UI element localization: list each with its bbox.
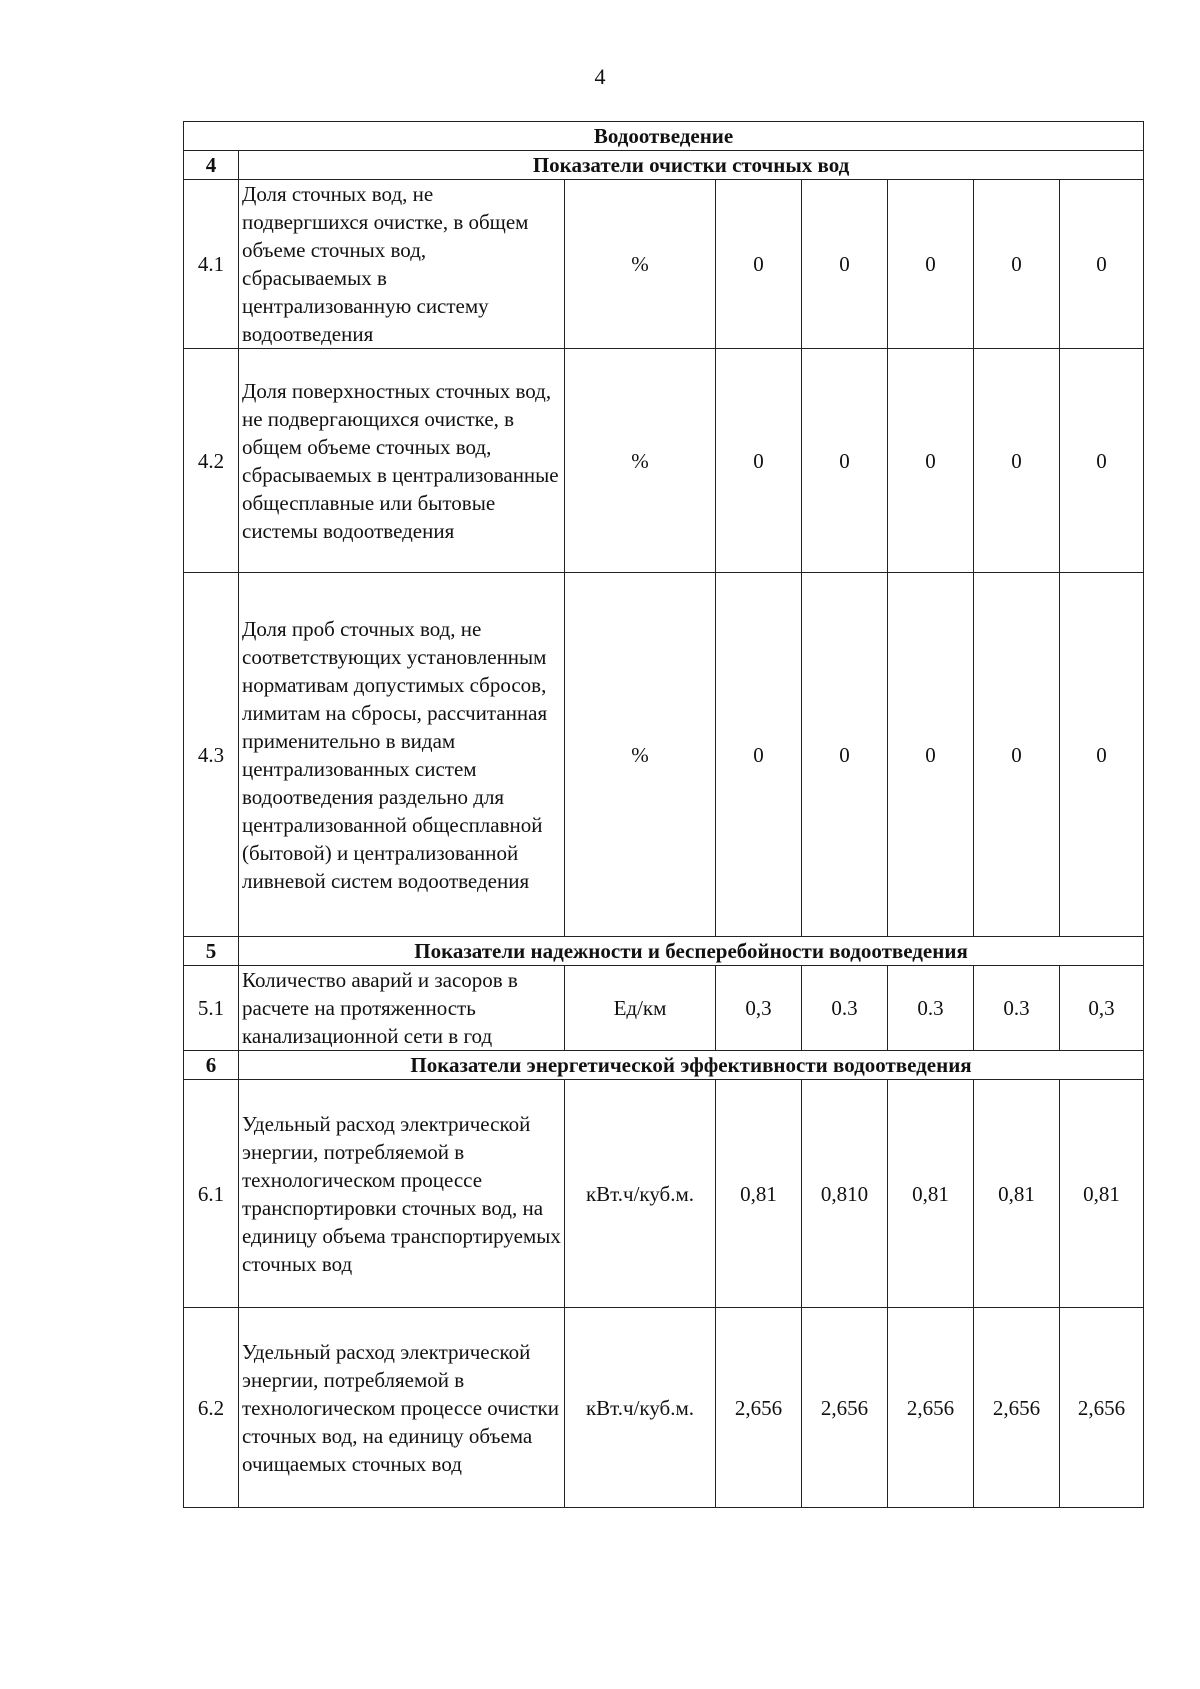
row-value: 0: [1060, 573, 1144, 937]
table-row: [184, 349, 1144, 573]
row-unit: кВт.ч/куб.м.: [565, 1080, 716, 1308]
row-description: Удельный расход электрической энергии, потребляемой в технологическом процессе очистки сточных вод, на единицу объема очищаемых сточных вод: [239, 1308, 565, 1508]
row-number: 6.2: [184, 1308, 239, 1508]
row-number: 5.1: [184, 966, 239, 1051]
row-value: 0,3: [1060, 966, 1144, 1051]
row-value: 2,656: [802, 1308, 888, 1508]
row-description: Количество аварий и засоров в расчете на протяженность канализационной сети в год: [239, 966, 565, 1051]
row-value: 0: [716, 349, 802, 573]
row-number: 4.1: [184, 180, 239, 349]
section-number: 4: [184, 151, 239, 180]
row-value: 0: [1060, 349, 1144, 573]
row-unit: %: [565, 573, 716, 937]
row-value: 0: [1060, 180, 1144, 349]
page-number: 4: [594, 64, 606, 89]
row-value: 2,656: [1060, 1308, 1144, 1508]
row-value: 0,3: [716, 966, 802, 1051]
row-value: 0,81: [716, 1080, 802, 1308]
row-value: 0: [888, 573, 974, 937]
row-value: 0,81: [974, 1080, 1060, 1308]
row-value: 0: [974, 180, 1060, 349]
table-title-row: [184, 122, 1144, 151]
table-row: [184, 1308, 1144, 1508]
row-value: 0,810: [802, 1080, 888, 1308]
row-value: 0: [716, 573, 802, 937]
section-header-row: [184, 1051, 1144, 1080]
row-description: Удельный расход электрической энергии, потребляемой в технологическом процессе транспортировки сточных вод, на единицу объема транспортируемых сточных вод: [239, 1080, 565, 1308]
row-value: 0.3: [888, 966, 974, 1051]
table-row: [184, 180, 1144, 349]
table-row: [184, 1080, 1144, 1308]
section-header-row: [184, 937, 1144, 966]
row-number: 6.1: [184, 1080, 239, 1308]
row-number: 4.2: [184, 349, 239, 573]
section-title: Показатели надежности и бесперебойности водоотведения: [239, 937, 1144, 966]
table-title: Водоотведение: [184, 122, 1144, 151]
section-number: 5: [184, 937, 239, 966]
table-row: [184, 573, 1144, 937]
row-value: 0: [888, 349, 974, 573]
section-title: Показатели очистки сточных вод: [239, 151, 1144, 180]
row-value: 0.3: [974, 966, 1060, 1051]
row-unit: %: [565, 180, 716, 349]
row-value: 0: [974, 573, 1060, 937]
row-value: 2,656: [888, 1308, 974, 1508]
row-value: 2,656: [974, 1308, 1060, 1508]
row-unit: кВт.ч/куб.м.: [565, 1308, 716, 1508]
row-value: 0: [716, 180, 802, 349]
row-description: Доля сточных вод, не подвергшихся очистке, в общем объеме сточных вод, сбрасываемых в централизованную систему водоотведения: [239, 180, 565, 349]
row-value: 0: [888, 180, 974, 349]
row-number: 4.3: [184, 573, 239, 937]
row-description: Доля проб сточных вод, не соответствующих установленным нормативам допустимых сбросов, лимитам на сбросы, рассчитанная применительно в видам централизованных систем водоотведения раздельно для централизованной общесплавной (бытовой) и централизованной ливневой систем водоотведения: [239, 573, 565, 937]
row-value: 0: [802, 349, 888, 573]
section-number: 6: [184, 1051, 239, 1080]
row-value: 0,81: [1060, 1080, 1144, 1308]
section-title: Показатели энергетической эффективности водоотведения: [239, 1051, 1144, 1080]
row-value: 0: [802, 180, 888, 349]
indicators-table: [183, 121, 1144, 1508]
row-value: 2,656: [716, 1308, 802, 1508]
row-value: 0: [802, 573, 888, 937]
section-header-row: [184, 151, 1144, 180]
row-value: 0: [974, 349, 1060, 573]
row-unit: %: [565, 349, 716, 573]
row-unit: Ед/км: [565, 966, 716, 1051]
row-description: Доля поверхностных сточных вод, не подвергающихся очистке, в общем объеме сточных вод, сбрасываемых в централизованные общесплавные или бытовые системы водоотведения: [239, 349, 565, 573]
table-row: [184, 966, 1144, 1051]
row-value: 0.3: [802, 966, 888, 1051]
row-value: 0,81: [888, 1080, 974, 1308]
